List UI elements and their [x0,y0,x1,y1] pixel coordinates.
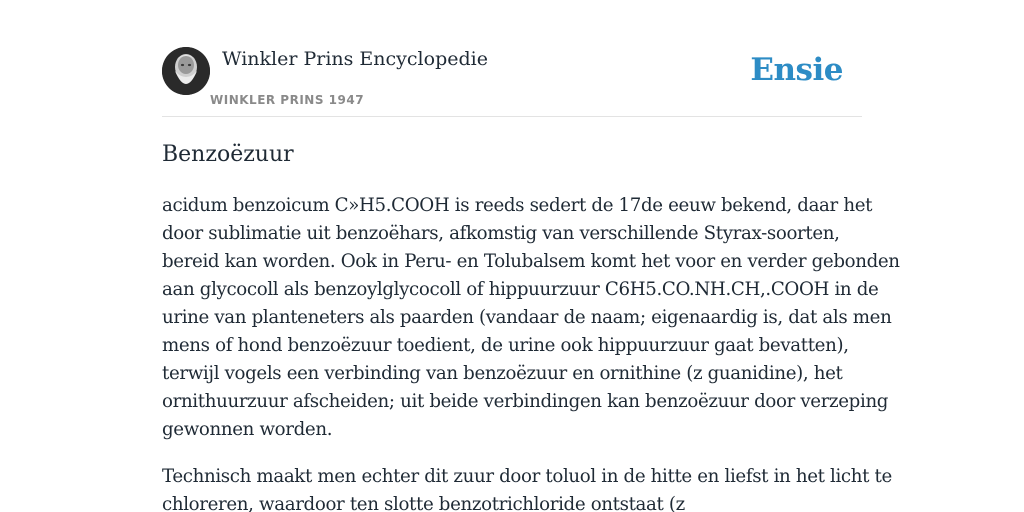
source-title[interactable]: Winkler Prins Encyclopedie [222,48,488,70]
text-line: chloreren, waardoor ten slotte benzotrichloride ontstaat (z [162,494,685,512]
header [162,46,862,117]
paragraph [162,463,892,512]
source-subtitle[interactable]: WINKLER PRINS 1947 [210,93,365,107]
text-line: terwijl vogels een verbinding van benzoëzuur en ornithine (z guanidine), het [162,363,843,384]
text-line: aan glycocoll als benzoylglycocoll of hippuurzuur C6H5.CO.NH.CH,.COOH in de [162,279,879,300]
portrait-photo-icon [162,47,210,95]
article-body [162,192,900,512]
text-line: ornithuurzuur afscheiden; uit beide verbindingen kan benzoëzuur door verzeping [162,391,889,412]
brand-logo[interactable]: Ensie [750,52,843,88]
text-line: bereid kan worden. Ook in Peru- en Tolubalsem komt het voor en verder gebonden [162,251,900,272]
text-line: urine van planteneters als paarden (vandaar de naam; eigenaardig is, dat als men [162,307,892,328]
text-line: gewonnen worden. [162,419,333,440]
avatar[interactable] [162,47,210,95]
text-line: mens of hond benzoëzuur toedient, de urine ook hippuurzuur gaat bevatten), [162,335,849,356]
text-line: acidum benzoicum C»H5.COOH is reeds sedert de 17de eeuw bekend, daar het [162,195,873,216]
paragraph [162,192,900,444]
article-title: Benzoëzuur [162,142,294,167]
text-line: Technisch maakt men echter dit zuur door toluol in de hitte en liefst in het licht te [162,466,892,487]
text-line: door sublimatie uit benzoëhars, afkomstig van verschillende Styrax-soorten, [162,223,840,244]
